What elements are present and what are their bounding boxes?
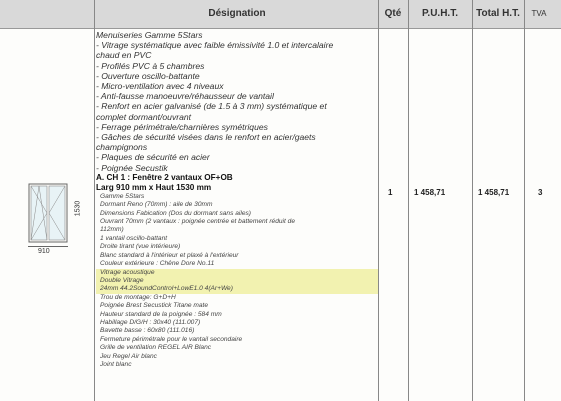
detail-line: Grille de ventilation REGEL AIR Blanc xyxy=(100,344,212,352)
column-divider xyxy=(472,0,473,401)
item-total: 1 458,71 xyxy=(478,188,510,197)
detail-line: Ouvrant 70mm (2 vantaux : poignée centrée et battement réduit de xyxy=(100,218,295,226)
detail-line: Hauteur standard de la poignée : 584 mm xyxy=(100,310,222,318)
intro-line: - Micro-ventilation avec 4 niveaux xyxy=(96,81,224,92)
intro-line: - Profilés PVC à 5 chambres xyxy=(96,60,205,71)
detail-line-highlighted: 24mm 44.2SoundControl+LowE1.0 4(Ar+We) xyxy=(96,285,378,293)
detail-line: Couleur extérieure : Chêne Dore No.11 xyxy=(100,260,215,268)
dimension-height: 1530 xyxy=(74,200,82,217)
dimension-width: 910 xyxy=(38,248,50,255)
header-tva: TVA xyxy=(531,9,547,18)
detail-line: Dimensions Fabication (Dos du dormant sans ailes) xyxy=(100,209,251,217)
detail-line: Blanc standard à l'intérieur et plaxé à l'extérieur xyxy=(100,251,239,259)
detail-line: Trou de montage: G+D+H xyxy=(100,293,176,301)
detail-line-highlighted: Vitrage acoustique xyxy=(96,269,378,277)
detail-line: Fermeture périmétrale pour le vantail secondaire xyxy=(100,335,243,343)
item-qty: 1 xyxy=(388,188,393,197)
detail-line: Habillage D/G/H : 30x40 (111.007) xyxy=(100,318,201,326)
item-tva: 3 xyxy=(538,188,543,197)
intro-line: complet dormant/ouvrant xyxy=(96,111,192,122)
intro-line: - Ouverture oscillo-battante xyxy=(96,70,200,81)
intro-line: chaud en PVC xyxy=(96,50,152,61)
intro-line: - Vitrage systématique avec faible émissivité 1.0 et intercalaire xyxy=(96,40,334,51)
detail-line: Bavette basse : 60x80 (111.016) xyxy=(100,327,195,335)
detail-line-highlighted: Double Vitrage xyxy=(96,277,378,285)
header-designation: Désignation xyxy=(208,8,266,19)
intro-line: - Gâches de sécurité visées dans le renfort en acier/gaets xyxy=(96,132,316,143)
detail-line: Joint blanc xyxy=(100,360,132,368)
intro-line: champignons xyxy=(96,142,148,153)
item-size: Larg 910 mm x Haut 1530 mm xyxy=(96,182,212,192)
intro-line: - Poignée Secustik xyxy=(96,162,168,173)
column-divider xyxy=(378,0,379,401)
intro-line: - Anti-fausse manoeuvre/réhausseur de vantail xyxy=(96,91,274,102)
detail-line: Dormant Reno (70mm) : aile de 30mm xyxy=(100,201,213,209)
designation-column xyxy=(96,30,378,369)
detail-line: 1 vantail oscillo-battant xyxy=(100,234,168,242)
header-qty: Qté xyxy=(384,8,402,19)
intro-line: - Plaques de sécurité en acier xyxy=(96,152,210,163)
item-unit-price: 1 458,71 xyxy=(414,188,446,197)
intro-line: - Ferrage périmétrale/charnières symétriques xyxy=(96,121,268,132)
column-divider xyxy=(408,0,409,401)
header-total: Total H.T. xyxy=(476,8,520,19)
detail-line: 112mm) xyxy=(100,226,124,234)
table-header xyxy=(0,0,561,29)
intro-line: Menuiseries Gamme 5Stars xyxy=(96,30,203,40)
detail-line: Poignée Brest Secustick Titane mate xyxy=(100,302,209,310)
detail-line: Droite tirant (vue intérieure) xyxy=(100,243,181,251)
detail-line: Gamme 5Stars xyxy=(100,192,145,200)
column-divider xyxy=(94,0,95,401)
column-divider xyxy=(524,0,525,401)
header-unit-price: P.U.H.T. xyxy=(422,8,458,19)
window-diagram xyxy=(28,183,68,243)
item-title: A. CH 1 : Fenêtre 2 vantaux OF+OB xyxy=(96,172,233,182)
detail-line: Jeu Regel Air blanc xyxy=(100,352,157,360)
dimension-line xyxy=(28,246,68,247)
intro-line: - Renfort en acier galvanisé (de 1.5 à 3 mm) systématique et xyxy=(96,101,327,112)
